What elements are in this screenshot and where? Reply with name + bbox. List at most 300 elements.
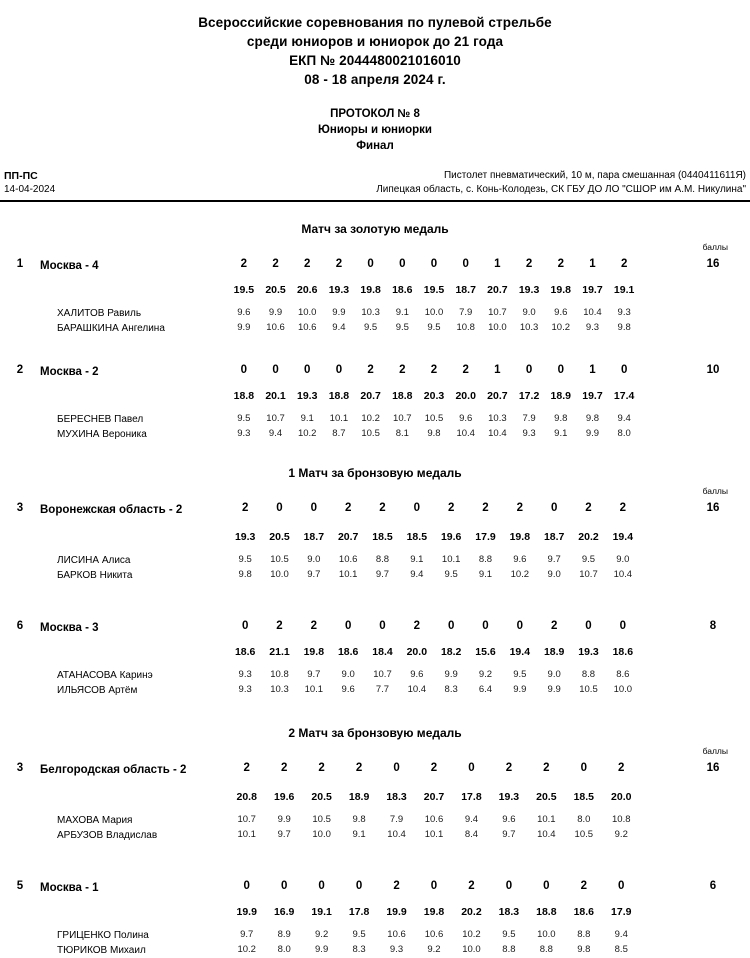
point-cell: 2: [619, 502, 627, 514]
point-cell: 0: [620, 364, 628, 376]
shot-cell: 9.9: [332, 307, 346, 318]
point-cell: 2: [280, 762, 288, 774]
team-series-total-row: [228, 791, 640, 803]
series-total-cell: 20.2: [461, 906, 482, 918]
shot-cell: 10.4: [456, 428, 475, 439]
title-line-1: Всероссийские соревнования по пулевой стрельбе: [198, 15, 552, 30]
team-name: Москва - 2: [40, 366, 99, 378]
series-total-cell: 17.8: [461, 791, 482, 803]
series-total-cell: 18.5: [573, 791, 595, 803]
shot-cell: 10.8: [456, 322, 475, 333]
series-total-cell: 20.8: [236, 791, 257, 803]
series-total-cell: 19.3: [328, 284, 350, 296]
series-total-cell: 19.7: [582, 390, 603, 402]
team-rank: 2: [16, 364, 24, 376]
series-total-cell: 20.0: [406, 646, 428, 658]
shooter-name: МУХИНА Вероника: [57, 429, 147, 440]
shot-cell: 10.0: [462, 944, 481, 955]
shooter-name: БЕРЕСНЕВ Павел: [57, 414, 144, 425]
point-cell: 0: [243, 880, 250, 892]
shot-cell: 9.8: [617, 322, 631, 333]
point-cell: 0: [505, 880, 513, 892]
series-total-cell: 18.9: [543, 646, 565, 658]
series-total-cell: 20.5: [265, 284, 286, 296]
shot-cell: 10.4: [583, 307, 602, 318]
shot-cell: 6.4: [478, 684, 493, 695]
shot-cell: 9.7: [375, 569, 390, 580]
shot-cell: 8.0: [617, 428, 631, 439]
point-cell: 0: [355, 880, 363, 892]
shot-cell: 9.2: [427, 944, 441, 955]
point-cell: 0: [482, 620, 489, 632]
shooter-shots-row: [228, 944, 640, 955]
team-rank: 1: [16, 258, 24, 270]
shot-cell: 10.7: [579, 569, 598, 580]
shot-cell: 9.9: [277, 814, 291, 825]
shot-cell: 9.3: [389, 944, 404, 955]
point-cell: 0: [525, 364, 533, 376]
shot-cell: 9.6: [237, 307, 251, 318]
shooter-name: ТЮРИКОВ Михаил: [57, 945, 146, 956]
series-total-cell: 18.9: [550, 390, 571, 402]
shooter-name: ИЛЬЯСОВ Артём: [57, 685, 138, 696]
team-rank: 3: [16, 762, 24, 774]
series-total-cell: 18.7: [303, 531, 325, 543]
series-total-cell: 19.3: [297, 390, 318, 402]
protocol-stage: Финал: [356, 140, 394, 152]
shot-cell: 9.5: [395, 322, 409, 333]
shot-cell: 8.8: [577, 929, 591, 940]
point-cell: 2: [367, 364, 374, 376]
shot-cell: 9.1: [554, 428, 568, 439]
team-series-total-row: [228, 646, 640, 658]
shot-cell: 9.4: [332, 322, 346, 333]
shot-cell: 8.5: [614, 944, 628, 955]
shot-cell: 9.5: [364, 322, 378, 333]
shot-cell: 8.8: [581, 669, 596, 680]
shot-cell: 10.6: [297, 322, 317, 333]
team-points-row: [228, 364, 640, 376]
team-block: [0, 866, 750, 958]
point-cell: 2: [272, 258, 279, 270]
series-total-cell: 19.1: [613, 284, 635, 296]
point-cell: 2: [355, 762, 363, 774]
series-total-cell: 19.8: [423, 906, 445, 918]
shot-cell: 8.0: [277, 944, 291, 955]
shot-cell: 10.2: [297, 428, 317, 439]
shot-cell: 10.0: [613, 684, 633, 695]
series-total-cell: 18.3: [386, 791, 407, 803]
discipline-code: ПП-ПС: [4, 170, 38, 182]
shot-cell: 9.9: [547, 684, 561, 695]
shot-cell: 9.0: [547, 669, 561, 680]
shot-cell: 8.3: [444, 684, 458, 695]
shot-cell: 10.5: [579, 684, 598, 695]
match-title: 2 Матч за бронзовую медаль: [288, 726, 462, 740]
protocol-category: Юниоры и юниорки: [318, 124, 432, 136]
shot-cell: 10.2: [551, 322, 571, 333]
point-cell: 0: [367, 258, 374, 270]
series-total-cell: 17.8: [348, 906, 370, 918]
team-total-points: 16: [706, 258, 720, 270]
shot-cell: 9.0: [616, 554, 630, 565]
series-total-cell: 19.4: [509, 646, 531, 658]
shot-cell: 10.5: [361, 428, 380, 439]
shot-cell: 10.0: [424, 307, 444, 318]
shot-cell: 8.9: [277, 929, 291, 940]
shot-cell: 9.7: [277, 829, 291, 840]
series-total-cell: 19.7: [582, 284, 603, 296]
team-block: [0, 244, 750, 336]
series-total-cell: 18.6: [612, 646, 634, 658]
series-total-cell: 20.7: [423, 791, 445, 803]
match-sections: [0, 222, 750, 958]
shot-cell: 10.8: [270, 669, 289, 680]
series-total-cell: 19.9: [236, 906, 257, 918]
point-cell: 2: [430, 364, 438, 376]
series-total-cell: 19.3: [518, 284, 540, 296]
series-total-cell: 18.2: [440, 646, 462, 658]
team-rank: 5: [16, 880, 24, 892]
point-cell: 2: [393, 880, 400, 892]
point-cell: 0: [240, 364, 248, 376]
series-total-cell: 18.8: [392, 390, 413, 402]
series-total-cell: 17.9: [611, 906, 632, 918]
shooter-shots-row: [228, 669, 640, 680]
title-line-3: ЕКП № 2044480021016010: [289, 53, 461, 68]
team-name: Белгородская область - 2: [40, 764, 187, 776]
shot-cell: 9.0: [547, 569, 561, 580]
series-total-cell: 19.1: [311, 906, 332, 918]
shot-cell: 10.7: [266, 413, 285, 424]
point-cell: 1: [589, 364, 596, 376]
point-cell: 0: [304, 364, 311, 376]
points-column-label: баллы: [702, 486, 728, 496]
point-cell: 0: [516, 620, 524, 632]
point-cell: 2: [276, 620, 283, 632]
shooter-name: БАРАШКИНА Ангелина: [57, 323, 165, 334]
point-cell: 0: [310, 502, 318, 514]
series-total-cell: 19.6: [273, 791, 295, 803]
protocol-heading: [0, 106, 750, 154]
shooter-name: АТАНАСОВА Каринэ: [57, 670, 153, 681]
point-cell: 0: [468, 762, 475, 774]
shot-cell: 10.7: [488, 307, 507, 318]
series-total-cell: 17.4: [613, 390, 635, 402]
shot-cell: 8.7: [332, 428, 346, 439]
protocol-number: ПРОТОКОЛ № 8: [330, 108, 420, 120]
series-total-cell: 18.5: [406, 531, 428, 543]
shooter-name: АРБУЗОВ Владислав: [57, 830, 158, 841]
series-total-cell: 20.1: [265, 390, 286, 402]
team-block: [0, 488, 750, 592]
point-cell: 2: [468, 880, 475, 892]
team-series-total-row: [228, 390, 640, 402]
shot-cell: 9.0: [522, 307, 536, 318]
team-series-total-row: [228, 531, 640, 543]
series-total-cell: 18.4: [372, 646, 393, 658]
match-section: [0, 466, 750, 698]
series-total-cell: 20.0: [455, 390, 476, 402]
shot-cell: 9.1: [395, 307, 409, 318]
shot-cell: 10.4: [387, 829, 406, 840]
protocol-date: 14-04-2024: [4, 184, 56, 195]
shot-cell: 7.7: [375, 684, 390, 695]
shot-cell: 10.6: [338, 554, 358, 565]
team-name: Москва - 4: [40, 260, 99, 272]
title-line-4: 08 - 18 апреля 2024 г.: [304, 72, 446, 87]
shot-cell: 9.7: [240, 929, 254, 940]
point-cell: 2: [310, 620, 318, 632]
point-cell: 0: [543, 880, 550, 892]
match-section: [0, 222, 750, 442]
point-cell: 2: [399, 364, 406, 376]
shooter-shots-row: [228, 829, 640, 840]
shooter-shots-row: [228, 322, 640, 333]
shot-cell: 9.4: [268, 428, 283, 439]
team-rank: 6: [16, 620, 24, 632]
shot-cell: 8.3: [352, 944, 366, 955]
point-cell: 0: [580, 762, 587, 774]
shot-cell: 9.9: [585, 428, 600, 439]
shot-cell: 9.2: [614, 829, 628, 840]
shot-cell: 10.6: [424, 814, 444, 825]
shot-cell: 9.9: [513, 684, 527, 695]
team-series-total-row: [228, 906, 640, 918]
event-discipline: Пистолет пневматический, 10 м, пара смешанная (0440411611Я): [443, 170, 746, 181]
shot-cell: 8.8: [539, 944, 553, 955]
shot-cell: 8.4: [464, 829, 479, 840]
shot-cell: 9.8: [427, 428, 441, 439]
shooter-shots-row: [228, 569, 640, 580]
shooter-name: ГРИЦЕНКО Полина: [57, 930, 149, 941]
team-name: Москва - 3: [40, 622, 99, 634]
point-cell: 0: [399, 258, 406, 270]
point-cell: 0: [447, 620, 455, 632]
shot-cell: 10.1: [424, 829, 444, 840]
shot-cell: 10.5: [270, 554, 289, 565]
shot-cell: 10.0: [297, 307, 317, 318]
shot-cell: 8.1: [395, 428, 409, 439]
shot-cell: 10.8: [612, 814, 631, 825]
point-cell: 1: [494, 364, 501, 376]
shot-cell: 9.4: [617, 413, 631, 424]
shot-cell: 10.1: [237, 829, 256, 840]
shot-cell: 9.5: [502, 929, 516, 940]
shot-cell: 9.1: [478, 569, 493, 580]
point-cell: 2: [505, 762, 513, 774]
shot-cell: 9.4: [464, 814, 479, 825]
shot-cell: 10.3: [270, 684, 289, 695]
points-column-label: баллы: [702, 242, 728, 252]
shot-cell: 9.3: [237, 428, 251, 439]
shot-cell: 10.5: [574, 829, 594, 840]
series-total-cell: 19.3: [498, 791, 520, 803]
point-cell: 2: [618, 762, 625, 774]
shot-cell: 8.0: [577, 814, 591, 825]
series-total-cell: 19.3: [578, 646, 599, 658]
point-cell: 2: [344, 502, 352, 514]
point-cell: 2: [516, 502, 524, 514]
shot-cell: 10.1: [304, 684, 324, 695]
shot-cell: 10.6: [424, 929, 444, 940]
series-total-cell: 15.6: [475, 646, 496, 658]
title-line-2: среди юниоров и юниорок до 21 года: [246, 34, 504, 49]
shot-cell: 9.2: [315, 929, 329, 940]
point-cell: 2: [557, 258, 564, 270]
point-cell: 0: [585, 620, 592, 632]
protocol-meta: [0, 169, 750, 202]
point-cell: 0: [241, 620, 249, 632]
series-total-cell: 19.6: [440, 531, 462, 543]
shot-cell: 9.6: [410, 669, 424, 680]
shot-cell: 9.9: [237, 322, 251, 333]
team-points-row: [228, 258, 640, 270]
shot-cell: 10.7: [393, 413, 412, 424]
shooter-name: ЛИСИНА Алиса: [57, 555, 131, 566]
series-total-cell: 18.8: [328, 390, 350, 402]
shot-cell: 8.8: [502, 944, 516, 955]
shot-cell: 9.8: [577, 944, 591, 955]
point-cell: 2: [430, 762, 438, 774]
shot-cell: 10.4: [537, 829, 556, 840]
shooter-shots-row: [228, 814, 640, 825]
team-total-points: 16: [706, 762, 720, 774]
shot-cell: 10.7: [373, 669, 392, 680]
shooter-shots-row: [228, 554, 640, 565]
shot-cell: 7.9: [389, 814, 404, 825]
series-total-cell: 19.8: [550, 284, 571, 296]
series-total-cell: 20.0: [611, 791, 632, 803]
point-cell: 0: [335, 364, 343, 376]
shot-cell: 9.4: [410, 569, 424, 580]
point-cell: 2: [243, 762, 250, 774]
shot-cell: 10.2: [361, 413, 380, 424]
shot-cell: 9.6: [459, 413, 473, 424]
shot-cell: 9.8: [554, 413, 568, 424]
shot-cell: 7.9: [459, 307, 473, 318]
shot-cell: 9.2: [478, 669, 493, 680]
series-total-cell: 21.1: [269, 646, 290, 658]
shot-cell: 9.4: [614, 929, 628, 940]
shot-cell: 10.1: [537, 814, 556, 825]
point-cell: 1: [589, 258, 596, 270]
series-total-cell: 18.3: [498, 906, 520, 918]
meta-left-group: [4, 169, 55, 197]
series-total-cell: 19.3: [234, 531, 256, 543]
point-cell: 0: [413, 502, 421, 514]
shot-cell: 9.6: [341, 684, 355, 695]
shot-cell: 9.9: [268, 307, 283, 318]
shooter-shots-row: [228, 428, 640, 439]
point-cell: 2: [447, 502, 455, 514]
shot-cell: 9.7: [502, 829, 516, 840]
shot-cell: 9.5: [581, 554, 596, 565]
shot-cell: 9.5: [352, 929, 366, 940]
point-cell: 2: [240, 258, 248, 270]
shot-cell: 9.7: [547, 554, 561, 565]
match-section: [0, 726, 750, 958]
team-name: Москва - 1: [40, 882, 99, 894]
team-total-points: 8: [709, 620, 717, 632]
shot-cell: 9.1: [300, 413, 314, 424]
team-points-row: [228, 880, 640, 892]
point-cell: 2: [241, 502, 249, 514]
shot-cell: 7.9: [522, 413, 536, 424]
shot-cell: 9.3: [617, 307, 631, 318]
point-cell: 2: [413, 620, 421, 632]
team-total-points: 10: [706, 364, 720, 376]
point-cell: 0: [430, 880, 438, 892]
team-points-row: [228, 762, 640, 774]
team-series-total-row: [228, 284, 640, 296]
series-total-cell: 19.5: [233, 284, 255, 296]
point-cell: 0: [430, 258, 438, 270]
shot-cell: 9.3: [585, 322, 600, 333]
shot-cell: 8.8: [478, 554, 493, 565]
shot-cell: 9.0: [307, 554, 321, 565]
series-total-cell: 19.9: [386, 906, 407, 918]
series-total-cell: 20.3: [423, 390, 445, 402]
shooter-name: БАРКОВ Никита: [57, 570, 133, 581]
match-title: Матч за золотую медаль: [301, 222, 449, 236]
shot-cell: 10.4: [407, 684, 427, 695]
shooter-name: МАХОВА Мария: [57, 815, 133, 826]
shot-cell: 9.8: [352, 814, 366, 825]
series-total-cell: 20.7: [487, 284, 508, 296]
shot-cell: 10.6: [387, 929, 406, 940]
series-total-cell: 19.8: [360, 284, 381, 296]
team-rank: 3: [16, 502, 24, 514]
point-cell: 2: [585, 502, 592, 514]
shot-cell: 10.1: [329, 413, 349, 424]
shot-cell: 10.2: [462, 929, 481, 940]
shot-cell: 10.2: [237, 944, 256, 955]
point-cell: 0: [280, 880, 288, 892]
point-cell: 2: [482, 502, 489, 514]
series-total-cell: 18.8: [233, 390, 255, 402]
point-cell: 0: [618, 880, 625, 892]
shot-cell: 9.5: [427, 322, 441, 333]
shot-cell: 10.0: [537, 929, 556, 940]
competition-title: [0, 0, 750, 89]
shooter-shots-row: [228, 684, 640, 695]
series-total-cell: 20.5: [311, 791, 332, 803]
point-cell: 2: [304, 258, 311, 270]
shot-cell: 10.2: [510, 569, 530, 580]
meta-right-group: [376, 169, 746, 197]
point-cell: 1: [494, 258, 501, 270]
team-points-row: [228, 620, 640, 632]
shot-cell: 9.5: [238, 554, 252, 565]
shot-cell: 9.8: [238, 569, 252, 580]
series-total-cell: 18.6: [234, 646, 256, 658]
team-block: [0, 748, 750, 852]
shot-cell: 10.4: [613, 569, 633, 580]
team-total-points: 16: [706, 502, 720, 514]
series-total-cell: 18.5: [372, 531, 393, 543]
shot-cell: 9.6: [502, 814, 516, 825]
shot-cell: 9.5: [237, 413, 251, 424]
shot-cell: 10.0: [488, 322, 507, 333]
point-cell: 2: [620, 258, 628, 270]
series-total-cell: 18.6: [392, 284, 413, 296]
event-venue: Липецкая область, с. Конь-Колодезь, СК ГБУ ДО ЛО "СШОР им А.М. Никулина": [376, 184, 746, 195]
shot-cell: 10.5: [424, 413, 444, 424]
shooter-name: ХАЛИТОВ Равиль: [57, 308, 142, 319]
point-cell: 2: [525, 258, 533, 270]
series-total-cell: 18.7: [543, 531, 565, 543]
